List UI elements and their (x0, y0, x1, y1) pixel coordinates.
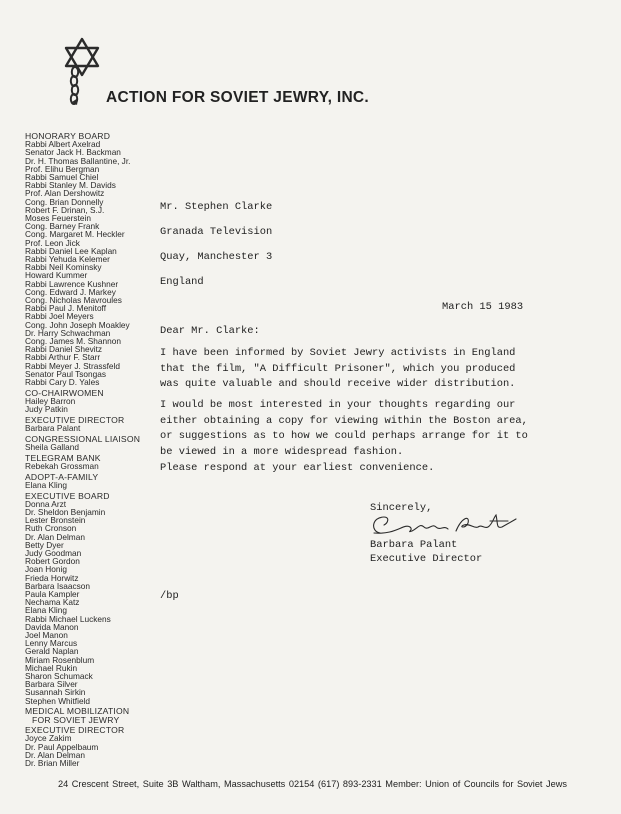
honorary-board-list (25, 140, 160, 386)
paragraph-3: Please respond at your earliest convenience. (160, 462, 435, 474)
roster-name: Rabbi Neil Kominsky (25, 262, 102, 273)
executive-director-title: EXECUTIVE DIRECTOR (25, 414, 125, 425)
closing: Sincerely, (370, 502, 433, 514)
cochairwomen-title: CO-CHAIRWOMEN (25, 387, 104, 398)
signer-name: Barbara Palant (370, 539, 458, 551)
roster-name: Robert F. Drinan, S.J. (25, 204, 105, 215)
sidebar-roster (25, 132, 160, 767)
roster-name: Dr. Alan Delman (25, 749, 85, 760)
roster-name: Gerald Naplan (25, 646, 79, 657)
medical-members-list (25, 743, 160, 768)
roster-name: Cong. Nicholas Mavroules (25, 295, 122, 306)
roster-name: Rabbi Daniel Shevitz (25, 344, 103, 355)
recipient-line: Quay, Manchester 3 (160, 251, 273, 263)
roster-name: Rabbi Yehuda Kelemer (25, 254, 110, 265)
medical-mobilization-subtitle: FOR SOVIET JEWRY (32, 714, 120, 725)
roster-name: Cong. Margaret M. Heckler (25, 229, 125, 240)
roster-name: Dr. Brian Miller (25, 758, 80, 769)
medical-director-title: EXECUTIVE DIRECTOR (25, 725, 125, 736)
roster-name: Dr. Sheldon Benjamin (25, 506, 106, 517)
roster-name: Lester Bronstein (25, 515, 86, 526)
executive-board-title: EXECUTIVE BOARD (25, 490, 110, 501)
roster-name: Rabbi Paul J. Menitoff (25, 303, 107, 314)
roster-name: Rabbi Daniel Lee Kaplan (25, 245, 117, 256)
roster-name: Judy Goodman (25, 547, 82, 558)
roster-name: Rabbi Meyer J. Strassfeld (25, 360, 120, 371)
congressional-liaison-name: Sheila Galland (25, 442, 79, 453)
footer-address: 24 Crescent Street, Suite 3B Waltham, Massachusetts 02154 (617) 893-2331 Member: Union of Councils for Soviet Jews (58, 779, 567, 789)
roster-name: Sharon Schumack (25, 671, 93, 681)
roster-name: Davida Manon (25, 621, 79, 632)
roster-name: Michael Rukin (25, 662, 78, 673)
telegram-bank-title: TELEGRAM BANK (25, 452, 101, 463)
roster-name: Dr. Harry Schwachman (25, 327, 111, 338)
roster-name: Cong. James M. Shannon (25, 336, 121, 347)
roster-name: Rabbi Samuel Chiel (25, 172, 99, 183)
roster-name: Stephen Whitfield (25, 695, 91, 706)
salutation: Dear Mr. Clarke: (160, 325, 260, 337)
organization-name: ACTION FOR SOVIET JEWRY, INC. (106, 89, 370, 106)
roster-name: Joan Honig (25, 564, 67, 575)
roster-name: Prof. Leon Jick (25, 237, 80, 248)
star-of-david-chain-icon (60, 36, 104, 106)
roster-name: Dr. Alan Delman (25, 531, 85, 542)
roster-name: Barbara Isaacson (25, 580, 91, 591)
roster-name: Cong. Edward J. Markey (25, 286, 116, 297)
roster-name: Rabbi Michael Luckens (25, 613, 111, 624)
recipient-line: Granada Television (160, 226, 273, 238)
roster-name: Miriam Rosenblum (25, 654, 95, 665)
roster-name: Betty Dyer (25, 539, 64, 550)
medical-mobilization-title: MEDICAL MOBILIZATION (25, 706, 130, 717)
roster-name: Hailey Barron (25, 396, 76, 406)
roster-name: Senator Jack H. Backman (25, 147, 121, 158)
roster-name: Prof. Alan Dershowitz (25, 188, 105, 199)
roster-name: Cong. Brian Donnelly (25, 196, 104, 207)
roster-name: Paula Kampler (25, 588, 80, 599)
roster-name: Frieda Horwitz (25, 572, 79, 583)
roster-name: Barbara Silver (25, 679, 78, 690)
roster-name: Rabbi Arthur F. Starr (25, 352, 101, 363)
paragraph-1: I have been informed by Soviet Jewry activists in England that the film, "A Difficult Prisoner", which you produced was quite valuable and should receive wider distribution. (160, 347, 516, 390)
roster-name: Robert Gordon (25, 556, 80, 567)
roster-name: Judy Patkin (25, 404, 68, 415)
congressional-liaison-title: CONGRESSIONAL LIAISON (25, 433, 141, 444)
roster-name: Joel Manon (25, 629, 68, 640)
roster-name: Dr. H. Thomas Ballantine, Jr. (25, 155, 131, 166)
executive-board-list (25, 500, 160, 705)
roster-name: Susannah Sirkin (25, 687, 86, 698)
typist-initials: /bp (160, 590, 179, 602)
adopt-a-family-name: Elana Kling (25, 479, 67, 490)
signer-title: Executive Director (370, 553, 483, 565)
telegram-bank-name: Rebekah Grossman (25, 460, 99, 471)
adopt-a-family-title: ADOPT-A-FAMILY (25, 471, 99, 482)
roster-name: Moses Feuerstein (25, 213, 91, 224)
letter-date: March 15 1983 (442, 301, 524, 313)
roster-name: Rabbi Joel Meyers (25, 311, 94, 322)
roster-name: Donna Arzt (25, 498, 67, 509)
roster-name: Senator Paul Tsongas (25, 368, 107, 379)
cochairwomen-list (25, 397, 160, 413)
recipient-line: England (160, 276, 204, 288)
roster-name: Nechama Katz (25, 597, 80, 608)
roster-name: Prof. Elihu Bergman (25, 163, 100, 174)
roster-name: Lenny Marcus (25, 638, 78, 649)
honorary-board-title: HONORARY BOARD (25, 131, 111, 141)
handwritten-signature (366, 509, 526, 539)
roster-name: Ruth Cronson (25, 523, 77, 534)
roster-name: Rabbi Stanley M. Davids (25, 180, 116, 191)
roster-name: Rabbi Albert Axelrad (25, 139, 101, 150)
roster-name: Rabbi Lawrence Kushner (25, 278, 119, 289)
executive-director-name: Barbara Palant (25, 423, 81, 434)
roster-name: Cong. Barney Frank (25, 221, 100, 232)
paragraph-2: I would be most interested in your thoughts regarding our either obtaining a copy for viewing within the Boston area, or suggestions as to how we could perhaps arrange for it to be viewed in a more widespread fashion. (160, 399, 528, 458)
roster-name: Dr. Paul Appelbaum (25, 741, 99, 752)
roster-name: Elana Kling (25, 605, 67, 616)
roster-name: Howard Kummer (25, 270, 88, 281)
medical-director-name: Joyce Zakim (25, 733, 72, 744)
recipient-line: Mr. Stephen Clarke (160, 201, 273, 213)
roster-name: Cong. John Joseph Moakley (25, 319, 130, 330)
roster-name: Rabbi Cary D. Yales (25, 377, 100, 388)
